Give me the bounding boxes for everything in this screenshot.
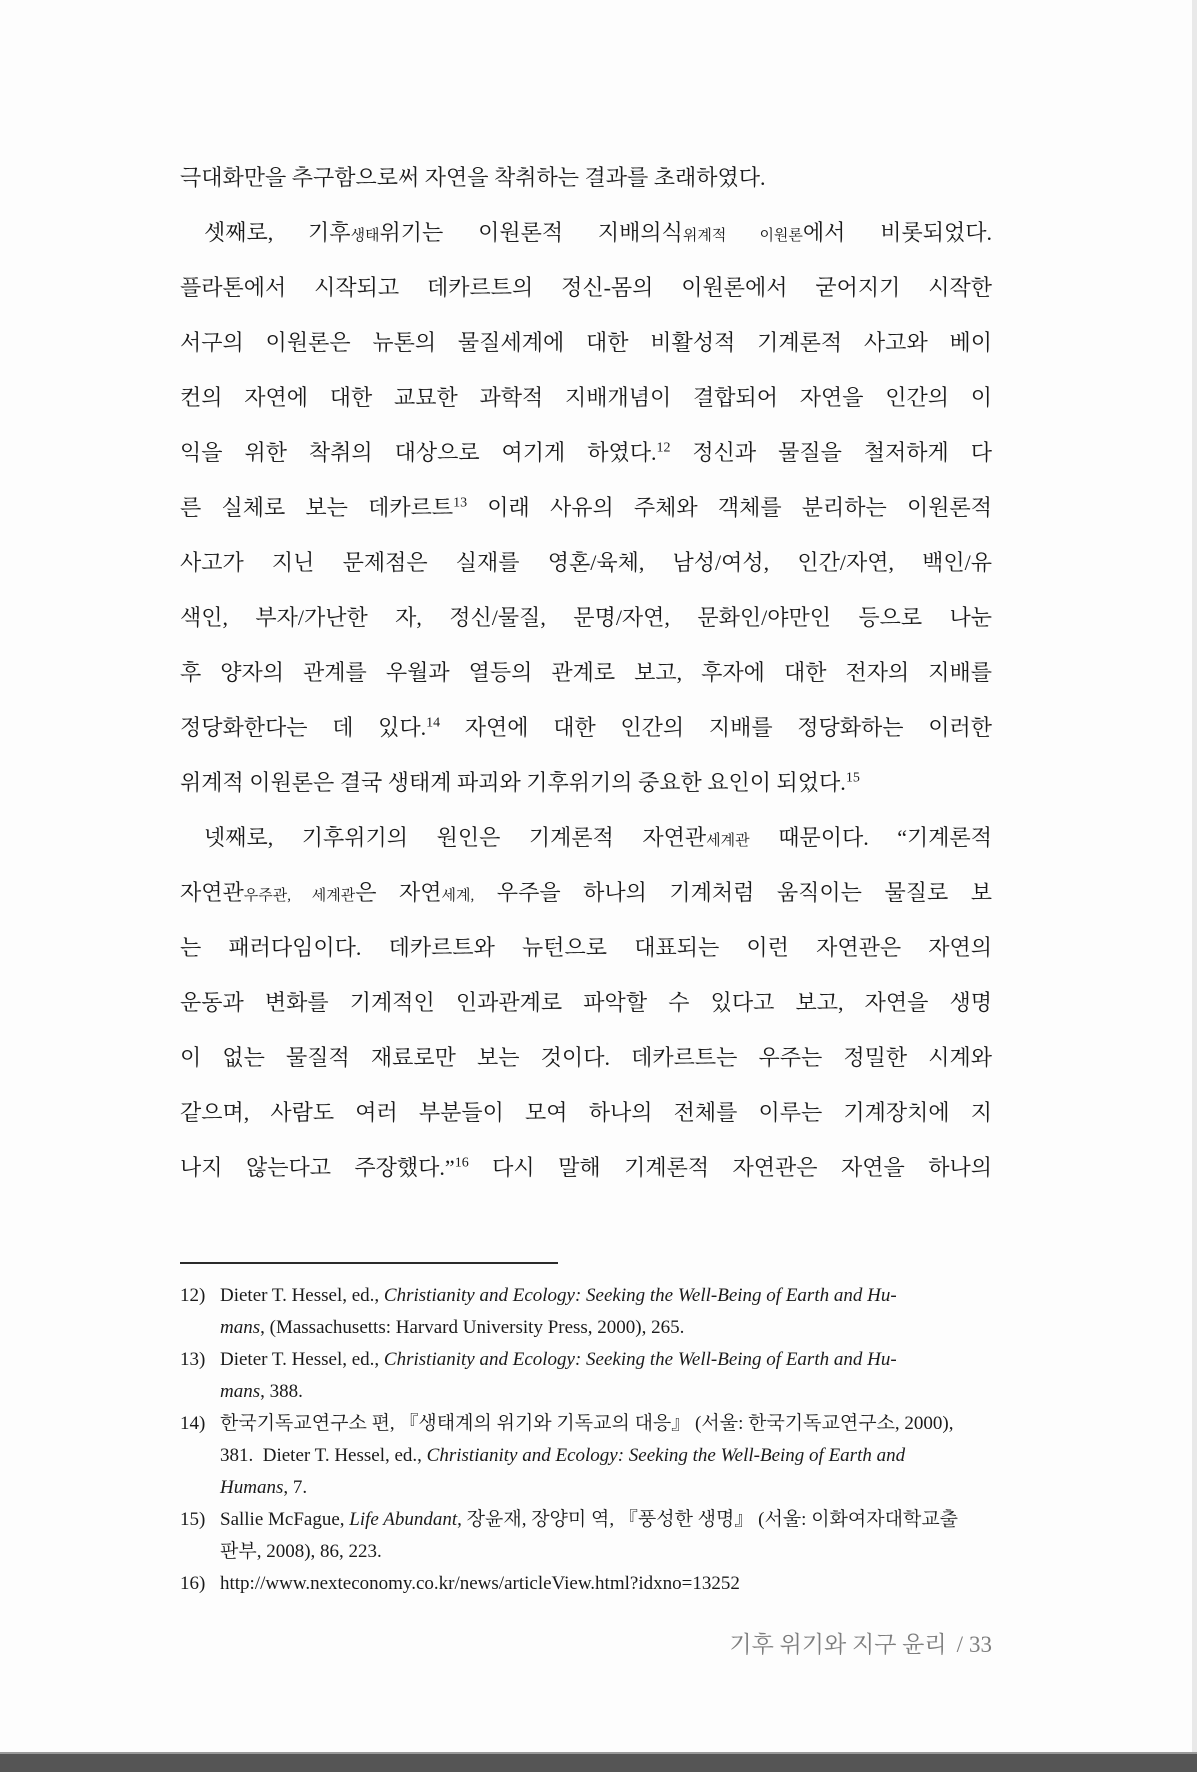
footnote-16 [180, 1568, 1016, 1600]
text-segment: mans [220, 1381, 261, 1402]
footnote-marker: 16 [454, 1155, 469, 1171]
footer-separator: / [956, 1632, 963, 1657]
text-segment: 서구의 이원론은 뉴톤의 물질세계에 대한 비활성적 기계론적 사고와 베이 [180, 330, 992, 355]
footnote-number: 14) [180, 1413, 206, 1434]
text-segment: 자연관 [180, 880, 244, 905]
footnote-divider [180, 1262, 558, 1264]
footnote-line [220, 1568, 1016, 1600]
footnote-15 [180, 1504, 1016, 1568]
footnotes [180, 1280, 1016, 1600]
text-segment: Sallie McFague, [220, 1509, 350, 1530]
text-segment: Life Abundant [349, 1509, 458, 1530]
footnote-marker: 12 [656, 440, 671, 456]
text-segment: , 장윤재, 장양미 역, 『풍성한 생명』 (서울: 이화여자대학교출 [457, 1509, 959, 1530]
body-line-15 [180, 920, 992, 975]
body-line-10 [180, 645, 992, 700]
text-segment: 익을 위한 착취의 대상으로 여기게 하였다. [180, 440, 657, 465]
body-line-13 [180, 810, 992, 865]
body-line-3 [180, 260, 992, 315]
body-line-5 [180, 370, 992, 425]
text-segment: mans [220, 1317, 261, 1338]
text-segment: 플라톤에서 시작되고 데카르트의 정신-몸의 이원론에서 굳어지기 시작한 [180, 275, 992, 300]
text-segment: 나지 않는다고 주장했다.” [180, 1155, 455, 1180]
footnote-line [220, 1312, 1016, 1344]
inline-annotation: 위계적 이원론 [682, 228, 803, 244]
body-line-7 [180, 480, 992, 535]
body-line-4 [180, 315, 992, 370]
text-segment: Christianity and Ecology: Seeking the Well-Being of Earth and Hu- [383, 1349, 897, 1370]
footnote-14 [180, 1408, 1016, 1504]
text-segment: 정당화한다는 데 있다. [180, 715, 427, 740]
text-segment: 컨의 자연에 대한 교묘한 과학적 지배개념이 결합되어 자연을 인간의 이 [180, 385, 992, 410]
body-line-16 [180, 975, 992, 1030]
footnote-body [220, 1408, 1016, 1504]
text-segment: Humans [220, 1477, 284, 1498]
inline-annotation: 우주관, 세계관 [243, 888, 356, 904]
footnote-13 [180, 1344, 1016, 1408]
text-segment: 는 패러다임이다. 데카르트와 뉴턴으로 대표되는 이런 자연관은 자연의 [180, 935, 992, 960]
footnote-line [220, 1280, 1016, 1312]
body-line-19 [180, 1140, 992, 1195]
text-segment: Dieter T. Hessel, ed., [220, 1349, 384, 1370]
inline-annotation: 세계관 [706, 833, 750, 849]
text-segment: Christianity and Ecology: Seeking the Well-Being of Earth and Hu- [383, 1285, 897, 1306]
footnote-marker: 14 [426, 715, 441, 731]
text-segment: 자연에 대한 인간의 지배를 정당화하는 이러한 [440, 715, 992, 740]
body-line-14 [180, 865, 992, 920]
text-segment: 넷째로, 기후위기의 원인은 기계론적 자연관 [204, 825, 707, 850]
text-segment: 른 실체로 보는 데카르트 [180, 495, 454, 520]
text-segment: 운동과 변화를 기계적인 인과관계로 파악할 수 있다고 보고, 자연을 생명 [180, 990, 992, 1015]
text-segment: 사고가 지닌 문제점은 실재를 영혼/육체, 남성/여성, 인간/자연, 백인/유 [180, 550, 992, 575]
text-segment: 판부, 2008), 86, 223. [220, 1541, 382, 1562]
text-segment: , (Massachusetts: Harvard University Press, 2000), 265. [260, 1317, 685, 1338]
footnote-number: 16) [180, 1573, 206, 1594]
text-segment: 극대화만을 추구함으로써 자연을 착취하는 결과를 초래하였다. [180, 165, 766, 190]
text-segment: , 388. [260, 1381, 303, 1402]
text-segment: 정신과 물질을 철저하게 다 [670, 440, 992, 465]
text-segment: 색인, 부자/가난한 자, 정신/물질, 문명/자연, 문화인/야만인 등으로 나눈 [180, 605, 992, 630]
body-line-2 [180, 205, 992, 260]
text-segment: 때문이다. “기계론적 [749, 825, 992, 850]
footnote-marker: 13 [453, 495, 468, 511]
footnote-12 [180, 1280, 1016, 1344]
text-segment: 381. Dieter T. Hessel, ed., [220, 1445, 427, 1466]
footnote-number: 12) [180, 1285, 206, 1306]
footnote-body [220, 1280, 1016, 1344]
body-line-11 [180, 700, 992, 755]
scan-edge-bottom [0, 1752, 1197, 1772]
footnote-number: 15) [180, 1509, 206, 1530]
footnote-line [220, 1408, 1016, 1440]
text-segment: Dieter T. Hessel, ed., [220, 1285, 384, 1306]
footnote-line [220, 1376, 1016, 1408]
footnote-line [220, 1344, 1016, 1376]
scan-edge-right [1192, 0, 1197, 1772]
footnote-line [220, 1504, 1016, 1536]
page-footer [180, 1626, 992, 1659]
body-line-6 [180, 425, 992, 480]
text-segment: , 7. [283, 1477, 308, 1498]
inline-annotation: 세계, [441, 888, 475, 904]
text-segment: 우주을 하나의 기계처럼 움직이는 물질로 보 [474, 880, 992, 905]
footnote-line [220, 1440, 1016, 1472]
text-segment: 은 자연 [355, 880, 442, 905]
body-line-9 [180, 590, 992, 645]
text-segment: 위계적 이원론은 결국 생태계 파괴와 기후위기의 중요한 요인이 되었다. [180, 770, 846, 795]
body-line-1 [180, 150, 992, 205]
text-segment: 한국기독교연구소 편, 『생태계의 위기와 기독교의 대응』 (서울: 한국기독교연구소, 2000), [220, 1413, 954, 1434]
text-segment: Christianity and Ecology: Seeking the Well-Being of Earth and [426, 1445, 906, 1466]
footnote-body [220, 1568, 1016, 1600]
footer-page-number: 33 [969, 1632, 992, 1657]
footnote-line [220, 1472, 1016, 1504]
body-line-18 [180, 1085, 992, 1140]
text-segment: 이래 사유의 주체와 객체를 분리하는 이원론적 [467, 495, 992, 520]
footnote-body [220, 1344, 1016, 1408]
body-text [180, 150, 992, 1195]
body-line-12 [180, 755, 992, 810]
text-segment: 에서 비롯되었다. [802, 220, 992, 245]
footnote-number: 13) [180, 1349, 206, 1370]
inline-annotation: 생태 [350, 228, 380, 244]
body-line-17 [180, 1030, 992, 1085]
footnote-line [220, 1536, 1016, 1568]
text-segment: 이 없는 물질적 재료로만 보는 것이다. 데카르트는 우주는 정밀한 시계와 [180, 1045, 992, 1070]
text-segment: http://www.nexteconomy.co.kr/news/articleView.html?idxno=13252 [220, 1573, 740, 1594]
text-segment: 후 양자의 관계를 우월과 열등의 관계로 보고, 후자에 대한 전자의 지배를 [180, 660, 992, 685]
footnote-marker: 15 [845, 770, 860, 786]
footnote-body [220, 1504, 1016, 1568]
footer-running-title: 기후 위기와 지구 윤리 [729, 1632, 947, 1657]
body-line-8 [180, 535, 992, 590]
text-segment: 다시 말해 기계론적 자연관은 자연을 하나의 [468, 1155, 992, 1180]
text-segment: 같으며, 사람도 여러 부분들이 모여 하나의 전체를 이루는 기계장치에 지 [180, 1100, 992, 1125]
text-segment: 셋째로, 기후 [204, 220, 351, 245]
text-segment: 위기는 이원론적 지배의식 [379, 220, 683, 245]
